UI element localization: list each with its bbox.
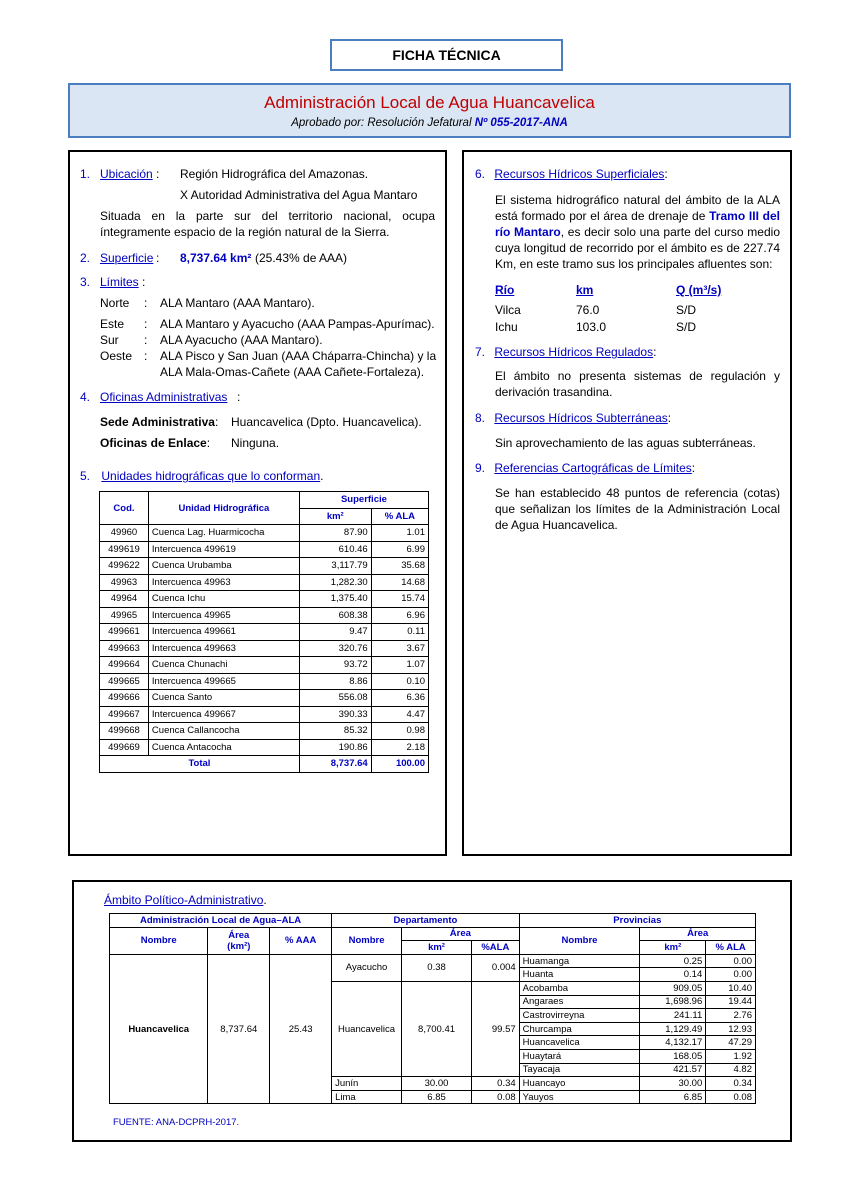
ala-name: Huancavelica bbox=[110, 954, 208, 1104]
oficinas-enlace: Oficinas de Enlace: Ninguna. bbox=[100, 436, 280, 450]
referencias-paragraph: Se han establecido 48 puntos de referencia (cotas) que señalizan los límites de la Administración Local de Agua Huancavelica. bbox=[495, 486, 780, 532]
table-row: 499619 Intercuenca 499619 610.46 6.99 bbox=[100, 541, 429, 558]
col-superficie: Superficie bbox=[299, 492, 428, 509]
ubicacion-line2: X Autoridad Administrativa del Agua Mantaro bbox=[180, 188, 418, 202]
subterraneas-paragraph: Sin aprovechamiento de las aguas subterráneas. bbox=[495, 436, 756, 450]
superficiales-paragraph: El sistema hidrográfico natural del ámbito de la ALA está formado por el área de drenaje de Tramo III del río Mantaro, es decir solo una parte del curso medio cuya longitud de recorrido por el ámbito es de 227.74 Km, en este tramo sus los principales afluentes son: bbox=[495, 193, 780, 271]
section-4-heading: 4. Oficinas Administrativas : bbox=[80, 390, 241, 404]
table-row: 499666 Cuenca Santo 556.08 6.36 bbox=[100, 690, 429, 707]
section-3-heading: 3. Límites : bbox=[80, 275, 146, 289]
rio-row: Vilca 76.0 S/D bbox=[495, 303, 697, 317]
table-row: 499665 Intercuenca 499665 8.86 0.10 bbox=[100, 673, 429, 690]
section-1-heading: 1. Ubicación : bbox=[80, 167, 160, 181]
section-6-heading: 6. Recursos Hídricos Superficiales: bbox=[475, 167, 668, 181]
sede-administrativa: Sede Administrativa: Huancavelica (Dpto. Huancavelica). bbox=[100, 415, 422, 429]
limite-norte: Norte : ALA Mantaro (AAA Mantaro). bbox=[100, 296, 315, 310]
limite-sur: Sur : ALA Ayacucho (AAA Mantaro). bbox=[100, 333, 323, 347]
section-2-heading: 2. Superficie : 8,737.64 km² (25.43% de AAA) bbox=[80, 251, 348, 265]
table-row: 499661 Intercuenca 499661 9.47 0.11 bbox=[100, 624, 429, 641]
page-title: Administración Local de Agua Huancavelica bbox=[264, 93, 595, 112]
limite-oeste: Oeste : ALA Pisco y San Juan (AAA Cháparra-Chincha) y la bbox=[100, 349, 437, 363]
col-pct: % ALA bbox=[371, 508, 428, 525]
table-row: 499667 Intercuenca 499667 390.33 4.47 bbox=[100, 706, 429, 723]
col-unidad: Unidad Hidrográfica bbox=[148, 492, 299, 525]
superficie-pct: (25.43% de AAA) bbox=[255, 251, 348, 265]
section-8-heading: 8. Recursos Hídricos Subterráneas: bbox=[475, 411, 672, 425]
table-row: 499664 Cuenca Chunachi 93.72 1.07 bbox=[100, 657, 429, 674]
ambito-table: Administración Local de Agua–ALA Departamento Provincias Nombre Área (km²) % AAA Nombre Área Nombre Área km² %ALA km² % ALA Huancavelica 8,737.64 25.43 Ayacucho 0.38 0.004 Huamanga 0.25 0.00 Huanta 0.14 0.00 Huancavelica 8,700.41 99.57 Acobamba 909.05 10.40 Angaraes 1,698.96 19.44 Castrovirreyna 241.11 2.76 Churcampa 1,129.49 12.93 Huancavelica 4,132.17 47.29 Huaytará 168.05 1.92 Tayacaja 421.57 4.82 Junín 30.00 0.34 Huancayo 30.00 0.34 Lima 6.85 0.08 Yauyos 6.85 0.08 bbox=[109, 913, 756, 1104]
table-row: 499668 Cuenca Callancocha 85.32 0.98 bbox=[100, 723, 429, 740]
unidades-table bbox=[99, 491, 429, 773]
table-row: 49964 Cuenca Ichu 1,375.40 15.74 bbox=[100, 591, 429, 608]
total-row: Total 8,737.64 100.00 bbox=[100, 756, 429, 773]
fuente-note: FUENTE: ANA-DCPRH-2017. bbox=[113, 1117, 240, 1128]
rio-row: Ichu 103.0 S/D bbox=[495, 320, 697, 334]
ubicacion-line1: Región Hidrográfica del Amazonas. bbox=[180, 167, 369, 181]
col-km2: km² bbox=[299, 508, 371, 525]
ubicacion-paragraph: Situada en la parte sur del territorio nacional, ocupa íntegramente espacio de la región natural de la Sierra. bbox=[100, 209, 435, 239]
section-7-heading: 7. Recursos Hídricos Regulados: bbox=[475, 345, 657, 359]
col-cod: Cod. bbox=[100, 492, 149, 525]
limite-oeste-cont: ALA Mala-Omas-Cañete (AAA Cañete-Fortaleza). bbox=[160, 365, 425, 379]
page-subtitle: Aprobado por: Resolución Jefatural Nº 055-2017-ANA bbox=[291, 117, 568, 129]
ambito-heading: Ámbito Político-Administrativo. bbox=[104, 893, 267, 907]
superficie-value: 8,737.64 km² bbox=[180, 251, 252, 265]
ala-pct: 25.43 bbox=[270, 954, 332, 1104]
table-row: 49963 Intercuenca 49963 1,282.30 14.68 bbox=[100, 574, 429, 591]
header-banner bbox=[68, 83, 791, 138]
regulados-paragraph: El ámbito no presenta sistemas de regulación y derivación trasandina. bbox=[495, 369, 780, 399]
ala-area: 8,737.64 bbox=[208, 954, 270, 1104]
limite-este: Este : ALA Mantaro y Ayacucho (AAA Pampas-Apurímac). bbox=[100, 317, 435, 331]
table-row: 49960 Cuenca Lag. Huarmicocha 87.90 1.01 bbox=[100, 525, 429, 542]
ficha-tecnica-title: FICHA TÉCNICA bbox=[330, 39, 563, 71]
table-row: 49965 Intercuenca 49965 608.38 6.96 bbox=[100, 607, 429, 624]
section-5-heading: 5. Unidades hidrográficas que lo conforman. bbox=[80, 469, 324, 483]
table-row: 499669 Cuenca Antacocha 190.86 2.18 bbox=[100, 739, 429, 756]
table-row: 499663 Intercuenca 499663 320.76 3.67 bbox=[100, 640, 429, 657]
table-row: 499622 Cuenca Urubamba 3,117.79 35.68 bbox=[100, 558, 429, 575]
section-9-heading: 9. Referencias Cartográficas de Límites: bbox=[475, 461, 696, 475]
rios-header: Río km Q (m³/s) bbox=[495, 283, 722, 297]
